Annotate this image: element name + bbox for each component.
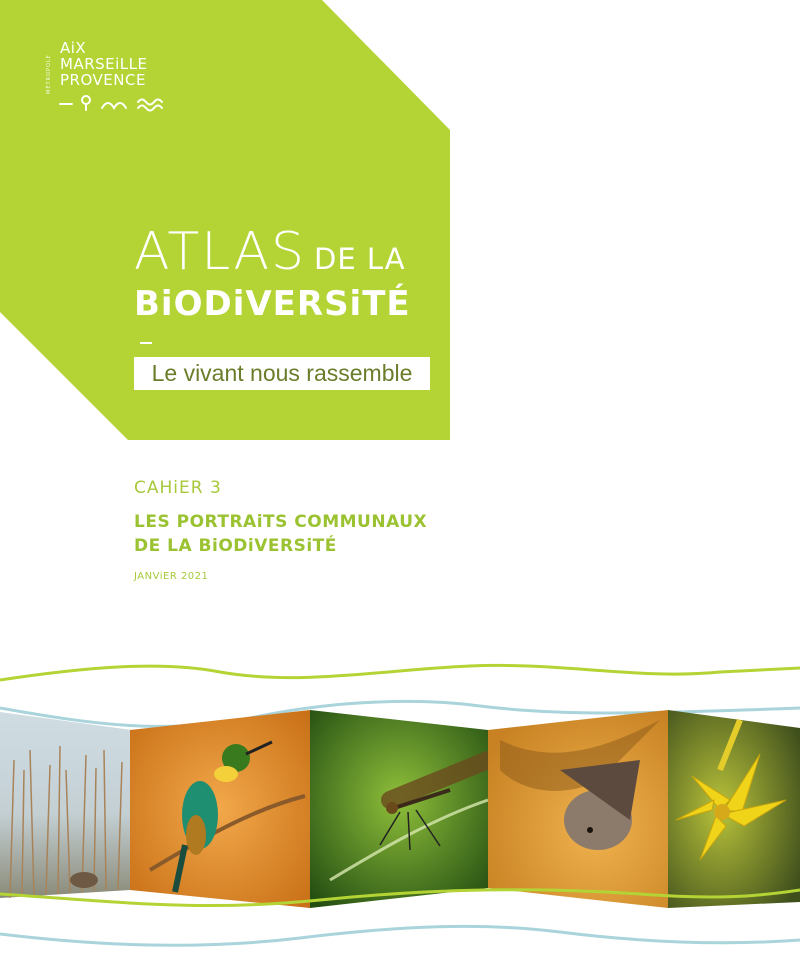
publication-date: JANViER 2021 xyxy=(134,571,209,582)
cahier-heading xyxy=(134,510,427,558)
cahier-label: CAHiER 3 xyxy=(134,478,222,498)
bee-eater-bird-image xyxy=(130,710,310,908)
cahier-heading-line2: DE LA BiODiVERSiTÉ xyxy=(134,536,337,556)
yellow-flower-image xyxy=(668,710,800,908)
cahier-heading-line1: LES PORTRAiTS COMMUNAUX xyxy=(134,512,428,532)
title-dash xyxy=(140,342,152,344)
photo-strip xyxy=(0,650,800,960)
title-de-la: DE LA xyxy=(314,242,406,276)
atlas-title xyxy=(134,222,406,282)
reed-marsh-image xyxy=(0,712,132,898)
logo-side-text: MÉTROPOLE xyxy=(46,54,52,94)
title-biodiversite: BiODiVERSiTÉ xyxy=(134,284,411,324)
tagline-box: Le vivant nous rassemble xyxy=(134,357,430,390)
damselfly-image xyxy=(310,710,488,908)
title-atlas: ATLAS xyxy=(134,222,307,282)
logo-line-provence: PROVENCE xyxy=(60,71,146,89)
logo-line-marseille: MARSEiLLE xyxy=(60,55,148,73)
logo-line-aix: AiX xyxy=(60,39,87,57)
bat-image xyxy=(488,710,668,908)
landscape-symbols-icon xyxy=(58,94,168,112)
